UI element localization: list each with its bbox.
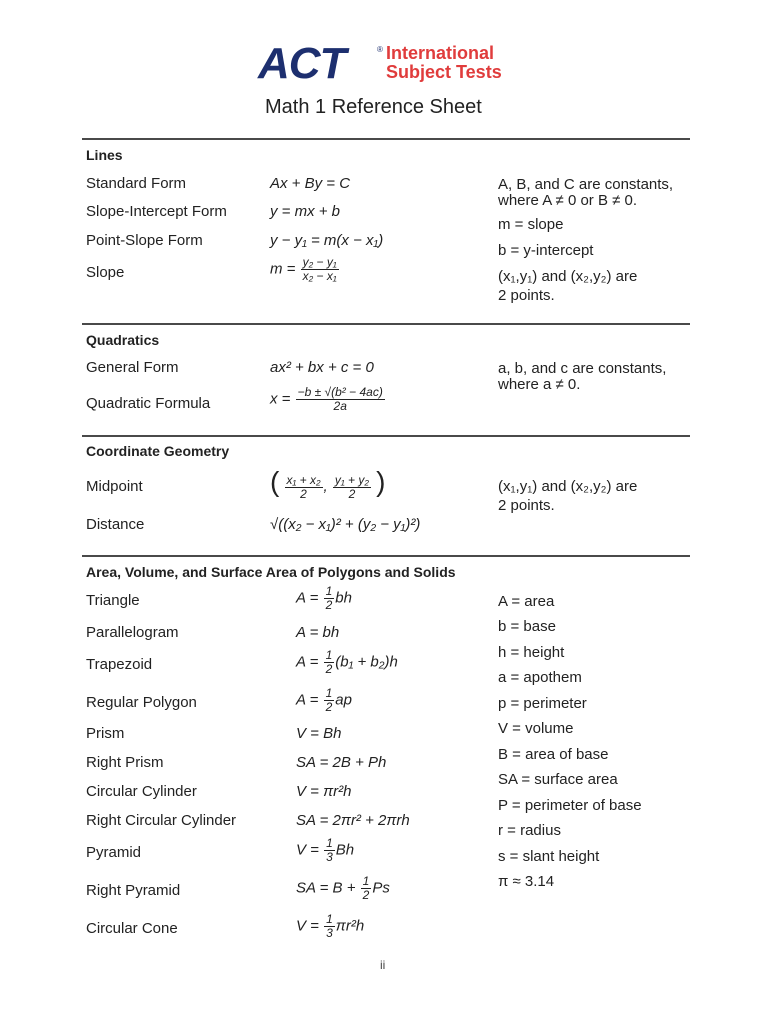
note: B = area of base — [498, 746, 609, 763]
section-divider — [82, 555, 690, 557]
formula-pre: V = — [296, 841, 319, 859]
note: a, b, and c are constants, — [498, 360, 667, 377]
note: π ≈ 3.14 — [498, 873, 555, 890]
row-label: Circular Cone — [86, 920, 178, 937]
fraction-numerator: 1 — [325, 584, 333, 598]
row-label: Prism — [86, 725, 125, 742]
note: where A ≠ 0 or B ≠ 0. — [498, 192, 638, 209]
formula-post: ap — [335, 691, 352, 709]
section-heading-area-volume: Area, Volume, and Surface Area of Polygons and Solids — [86, 564, 456, 580]
row-label: Standard Form — [86, 175, 187, 192]
fraction — [296, 386, 385, 413]
row-label: Right Circular Cylinder — [86, 812, 237, 829]
fraction — [324, 913, 335, 940]
formula: ( $\frac{\text{x₁ + x₂}}{2}$ , $\frac{\text{y₁ + y₂}}{2}$ ) — [270, 466, 386, 501]
fraction — [324, 649, 335, 676]
note: h = height — [498, 644, 565, 661]
formula-post: πr²h — [335, 917, 365, 935]
fraction-numerator: 1 — [325, 686, 333, 700]
formula — [296, 837, 354, 864]
row-label: Slope-Intercept Form — [86, 203, 227, 220]
fraction-numerator: 1 — [326, 836, 333, 850]
formula-post: Bh — [335, 841, 355, 859]
row-label: Midpoint — [86, 478, 143, 495]
row-label: Parallelogram — [86, 624, 179, 641]
note: (x₁,y₁) and (x₂,y₂) are — [498, 268, 638, 285]
registered-mark: ® — [377, 45, 383, 54]
row-label: General Form — [86, 359, 179, 376]
note: A, B, and C are constants, — [498, 176, 674, 193]
formula — [296, 875, 390, 902]
fraction-denominator: 2 — [348, 486, 356, 501]
note: V = volume — [498, 720, 574, 737]
row-label: Slope — [86, 264, 125, 281]
section-heading-lines: Lines — [86, 147, 123, 163]
formula-pre: A = — [296, 691, 319, 709]
row-label: Circular Cylinder — [86, 783, 197, 800]
formula — [296, 687, 352, 714]
fraction-denominator: 3 — [326, 926, 333, 940]
fraction-denominator: 2 — [362, 888, 370, 902]
row-label: Quadratic Formula — [86, 395, 211, 412]
fraction-denominator: 2 — [300, 486, 307, 501]
formula: V = Bh — [296, 725, 342, 742]
act-logo — [258, 39, 346, 88]
note: s = slant height — [498, 848, 600, 865]
fraction — [285, 474, 323, 501]
note: 2 points. — [498, 287, 555, 304]
row-label: Right Pyramid — [86, 882, 181, 899]
section-heading-coordinate: Coordinate Geometry — [86, 443, 230, 459]
paren-open: ( — [270, 466, 280, 497]
formula: SA = 2B + Ph — [296, 754, 387, 771]
section-heading-quadratics: Quadratics — [86, 332, 160, 348]
note: SA = surface area — [498, 771, 618, 788]
fraction-numerator: x₁ + x₂ — [286, 472, 321, 487]
fraction-denominator: 2a — [333, 399, 347, 413]
row-label: Right Prism — [86, 754, 164, 771]
row-label: Regular Polygon — [86, 694, 197, 711]
fraction — [324, 585, 335, 612]
row-label: Triangle — [86, 592, 140, 609]
note: a = apothem — [498, 669, 582, 686]
row-label: Pyramid — [86, 844, 142, 861]
formula-post: bh — [335, 589, 352, 607]
row-label: Distance — [86, 516, 145, 533]
fraction-denominator: 3 — [326, 850, 333, 864]
formula — [296, 649, 398, 676]
formula: √((x₂ − x₁)² + (y₂ − y₁)²) — [270, 516, 421, 533]
fraction-denominator: 2 — [325, 662, 333, 676]
fraction-denominator: 2 — [325, 598, 333, 612]
fraction-denominator: x₂ − x₁ — [302, 269, 337, 283]
fraction-numerator: y₁ + y₂ — [334, 472, 369, 487]
fraction-numerator: 1 — [326, 912, 333, 926]
note: where a ≠ 0. — [498, 376, 581, 393]
formula: y = mx + b — [270, 203, 341, 220]
formula-lhs: x = — [270, 390, 291, 408]
formula: A = bh — [296, 624, 340, 641]
page-number: ii — [380, 958, 386, 972]
fraction-numerator: y₂ − y₁ — [302, 255, 337, 269]
formula: SA = 2πr² + 2πrh — [296, 812, 410, 829]
note: r = radius — [498, 822, 561, 839]
logo-line-2: Subject Tests — [386, 62, 502, 82]
note: b = y-intercept — [498, 242, 594, 259]
formula-post: (b₁ + b₂)h — [335, 653, 398, 671]
note: P = perimeter of base — [498, 797, 642, 814]
logo-brand: ACT — [258, 39, 346, 88]
fraction-denominator: 2 — [325, 700, 333, 714]
note: b = base — [498, 618, 556, 635]
note: p = perimeter — [498, 695, 587, 712]
formula — [296, 913, 364, 940]
section-divider — [82, 323, 690, 325]
formula — [296, 585, 352, 612]
formula-lhs: m = — [270, 260, 296, 278]
formula — [270, 386, 386, 413]
fraction — [324, 837, 335, 864]
fraction — [324, 687, 335, 714]
formula: y − y₁ = m(x − x₁) — [270, 232, 384, 249]
fraction — [333, 474, 371, 501]
formula: ax² + bx + c = 0 — [270, 359, 374, 376]
row-label: Trapezoid — [86, 656, 153, 673]
formula-post: Ps — [372, 879, 390, 897]
logo-line-1: International — [386, 43, 495, 63]
formula: Ax + By = C — [270, 175, 351, 192]
page-title: Math 1 Reference Sheet — [265, 96, 482, 118]
paren-close: ) — [376, 466, 386, 497]
note: (x₁,y₁) and (x₂,y₂) are — [498, 478, 638, 495]
fraction-numerator: 1 — [362, 874, 370, 888]
formula — [270, 256, 340, 283]
formula-pre: V = — [296, 917, 319, 935]
row-label: Point-Slope Form — [86, 232, 203, 249]
note: m = slope — [498, 216, 564, 233]
fraction-numerator: 1 — [325, 648, 333, 662]
section-divider — [82, 435, 690, 437]
formula-pre: SA = B + — [296, 879, 356, 897]
fraction — [361, 875, 372, 902]
formula-pre: A = — [296, 589, 319, 607]
fraction — [301, 256, 339, 283]
formula-pre: A = — [296, 653, 319, 671]
note: A = area — [498, 593, 555, 610]
section-divider — [82, 138, 690, 140]
note: 2 points. — [498, 497, 555, 514]
formula: V = πr²h — [296, 783, 352, 800]
fraction-numerator: −b ± √(b² − 4ac) — [297, 385, 383, 399]
